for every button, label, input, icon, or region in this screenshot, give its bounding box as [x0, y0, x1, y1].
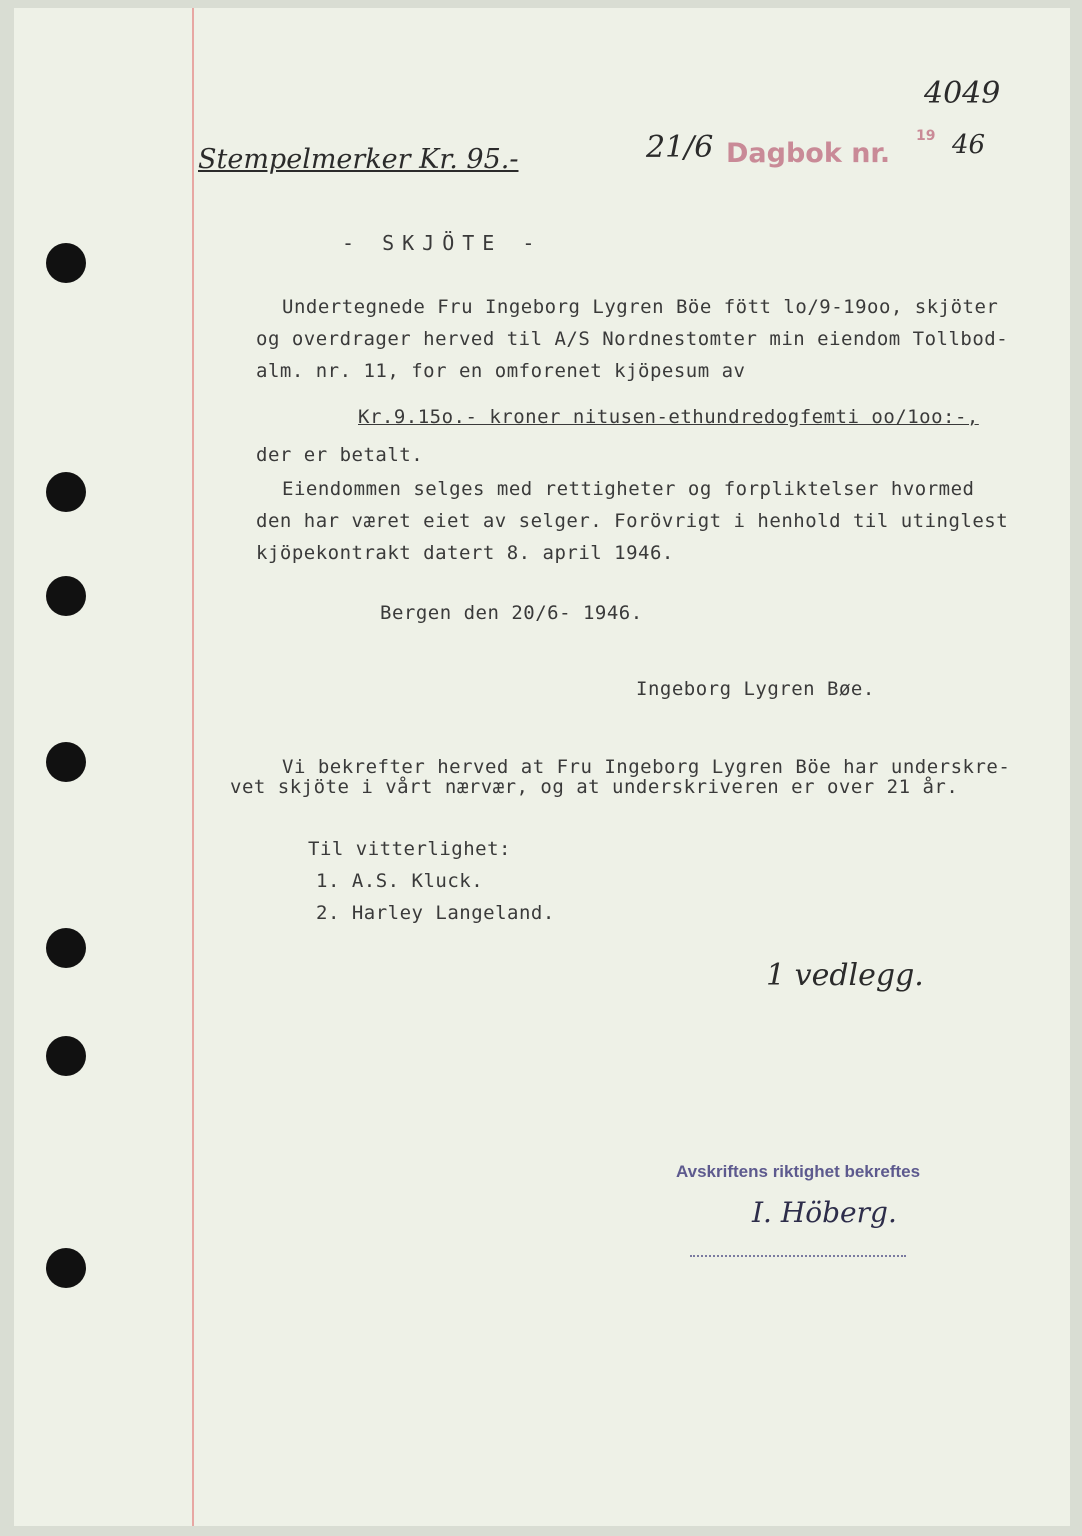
certifier-signature: I. Höberg. — [752, 1196, 897, 1229]
attachment-note: 1 vedlegg. — [766, 958, 924, 993]
body-line: alm. nr. 11, for en omforenet kjöpesum av — [256, 360, 746, 382]
punch-hole — [46, 576, 86, 616]
witness-item: 2. Harley Langeland. — [316, 902, 555, 924]
purchase-amount: Kr.9.15o.- kroner nitusen-ethundredogfemti oo/1oo:-, — [358, 406, 979, 428]
punch-hole — [46, 243, 86, 283]
witness-heading: Til vitterlighet: — [308, 838, 511, 860]
body-line: Eiendommen selges med rettigheter og forpliktelser hvormed — [282, 478, 975, 500]
margin-line — [192, 8, 194, 1526]
dagbok-year: 46 — [952, 130, 986, 160]
dagbok-year-prefix: 19 — [916, 128, 936, 144]
body-line: Undertegnede Fru Ingeborg Lygren Böe fött lo/9-19oo, skjöter — [282, 296, 999, 318]
attest-line: Vi bekrefter herved at Fru Ingeborg Lygren Böe har underskre- — [282, 756, 1011, 778]
body-line: den har været eiet av selger. Forövrigt i henhold til utinglest — [256, 510, 1009, 532]
signer-name: Ingeborg Lygren Bøe. — [636, 678, 875, 700]
witness-item: 1. A.S. Kluck. — [316, 870, 484, 892]
punch-hole — [46, 1248, 86, 1288]
dagbok-number: 4049 — [924, 76, 1001, 111]
date-handwritten: 21/6 — [646, 130, 714, 165]
body-line: og overdrager herved til A/S Nordnestomter min eiendom Tollbod- — [256, 328, 1009, 350]
punch-hole — [46, 1036, 86, 1076]
attest-line: vet skjöte i vårt nærvær, og at underskriveren er over 21 år. — [230, 776, 959, 798]
stamp-fee-note: Stempelmerker Kr. 95.- — [198, 144, 519, 175]
stamp-dotted-line — [690, 1252, 906, 1257]
punch-hole — [46, 472, 86, 512]
punch-hole — [46, 742, 86, 782]
document-title: - SKJÖTE - — [342, 231, 543, 255]
body-line: der er betalt. — [256, 444, 424, 466]
certification-stamp: Avskriftens riktighet bekreftes — [676, 1162, 921, 1181]
dagbok-stamp-label: Dagbok nr. — [726, 138, 891, 169]
punch-hole — [46, 928, 86, 968]
place-date: Bergen den 20/6- 1946. — [380, 602, 643, 624]
body-line: kjöpekontrakt datert 8. april 1946. — [256, 542, 674, 564]
